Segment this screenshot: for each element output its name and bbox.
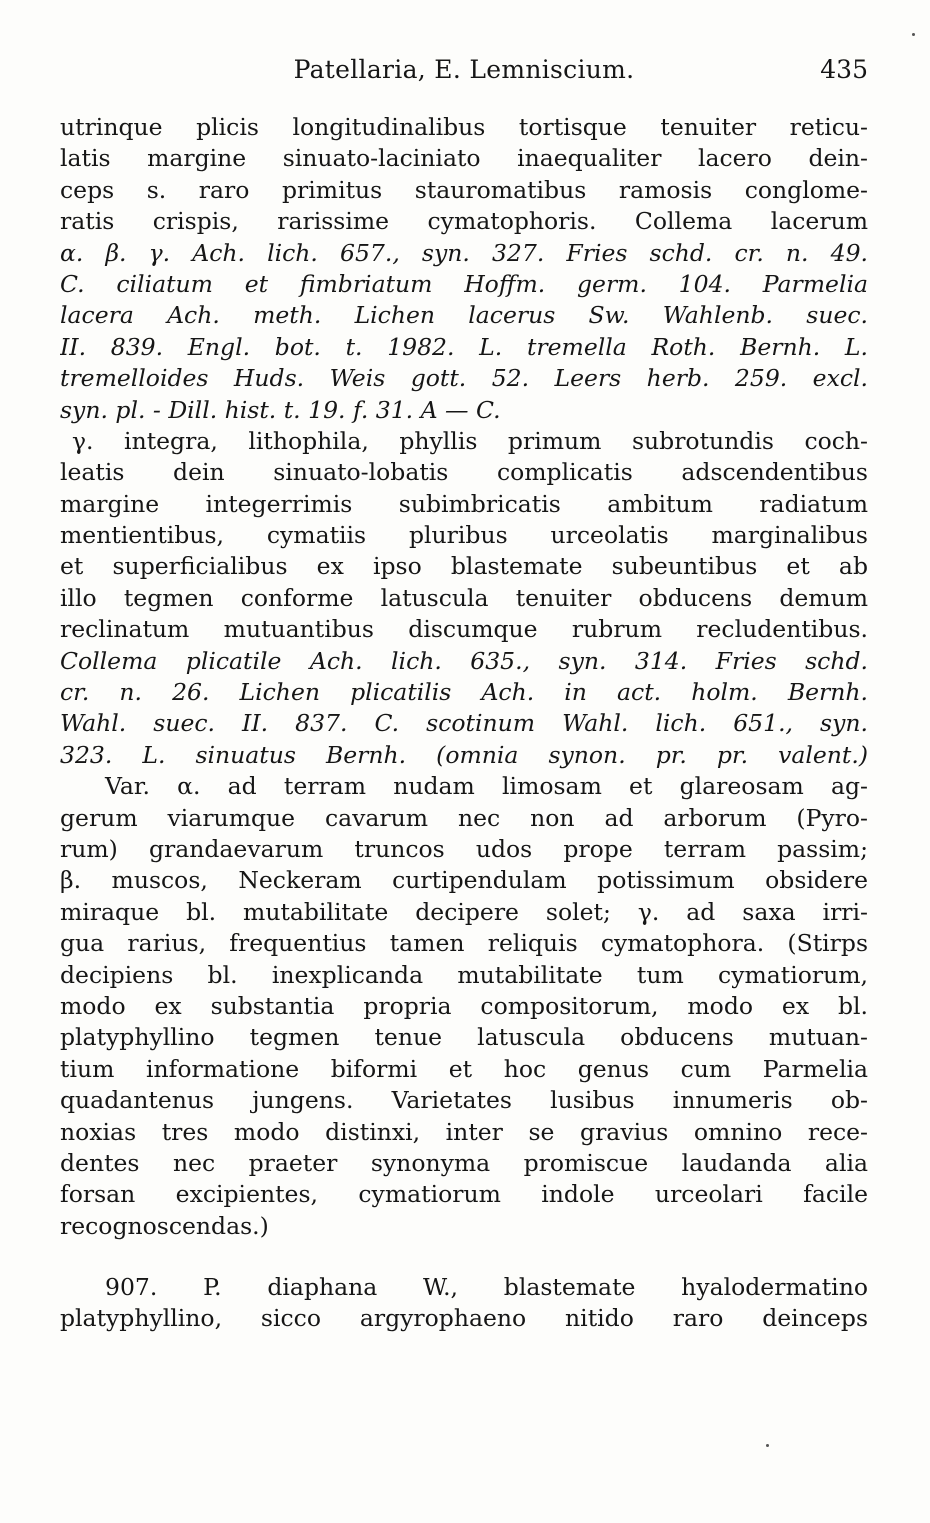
text-line: margine integerrimis subimbricatis ambitum radiatum	[60, 489, 868, 518]
text-line: platyphyllino tegmen tenue latuscula obducens mutuan-	[60, 1023, 868, 1052]
text-line: ceps s. raro primitus stauromatibus ramosis conglome-	[60, 175, 868, 204]
text-line: forsan excipientes, cymatiorum indole urceolari facile	[60, 1180, 868, 1209]
text-line: gerum viarumque cavarum nec non ad arborum (Pyro-	[60, 803, 868, 832]
text-line: reclinatum mutuantibus discumque rubrum recludentibus.	[60, 615, 868, 644]
text-line: gua rarius, frequentius tamen reliquis cymatophora. (Stirps	[60, 929, 868, 958]
text-line: cr. n. 26. Lichen plicatilis Ach. in act. holm. Bernh.	[60, 678, 868, 707]
paragraph-integra-variety	[60, 426, 868, 771]
text-line: decipiens bl. inexplicanda mutabilitate tum cymatiorum,	[60, 960, 868, 989]
text-line: rum) grandaevarum truncos udos prope terram passim;	[60, 834, 868, 863]
text-line: tium informatione biformi et hoc genus cum Parmelia	[60, 1054, 868, 1083]
text-line: miraque bl. mutabilitate decipere solet; γ. ad saxa irri-	[60, 897, 868, 926]
text-line: ratis crispis, rarissime cymatophoris. Collema lacerum	[60, 207, 868, 236]
text-line: modo ex substantia propria compositorum, modo ex bl.	[60, 991, 868, 1020]
running-title: Patellaria, E. Lemniscium.	[293, 55, 635, 84]
text-line: tremelloides Huds. Weis gott. 52. Leers herb. 259. excl.	[60, 364, 868, 393]
text-line: syn. pl. - Dill. hist. t. 19. f. 31. A — C.	[60, 395, 501, 424]
text-line: utrinque plicis longitudinalibus tortisque tenuiter reticu-	[60, 113, 868, 141]
page-number: 435	[820, 55, 868, 84]
text-line: quadantenus jungens. Varietates lusibus innumeris ob-	[60, 1086, 868, 1115]
text-line: α. β. γ. Ach. lich. 657., syn. 327. Fries schd. cr. n. 49.	[60, 238, 868, 267]
text-line: II. 839. Engl. bot. t. 1982. L. tremella Roth. Bernh. L.	[60, 332, 868, 361]
paragraph-varieties	[60, 771, 868, 1242]
paper-speck	[766, 1444, 769, 1447]
text-line: Wahl. suec. II. 837. C. scotinum Wahl. lich. 651., syn.	[60, 709, 868, 738]
text-line: leatis dein sinuato-lobatis complicatis adscendentibus	[60, 458, 868, 487]
text-line: recognoscendas.)	[60, 1211, 269, 1240]
text-line: latis margine sinuato-laciniato inaequaliter lacero dein-	[60, 144, 868, 173]
paragraph-lacerum-description	[60, 112, 868, 426]
text-line: platyphyllino, sicco argyrophaeno nitido raro deinceps	[60, 1304, 868, 1333]
paragraph-diaphana-entry	[60, 1272, 868, 1335]
text-line: Var. α. ad terram nudam limosam et glareosam ag-	[105, 772, 868, 801]
text-line: Collema plicatile Ach. lich. 635., syn. 314. Fries schd.	[60, 646, 868, 675]
text-line: C. ciliatum et fimbriatum Hoffm. germ. 104. Parmelia	[60, 269, 868, 298]
text-line: lacera Ach. meth. Lichen lacerus Sw. Wahlenb. suec.	[60, 301, 868, 330]
text-line: 907. P. diaphana W., blastemate hyalodermatino	[105, 1273, 868, 1302]
paper-speck	[912, 33, 915, 36]
text-line: β. muscos, Neckeram curtipendulam potissimum obsidere	[60, 866, 868, 895]
text-line: γ. integra, lithophila, phyllis primum subrotundis coch-	[72, 426, 868, 455]
page-body	[60, 112, 868, 1335]
text-line: mentientibus, cymatiis pluribus urceolatis marginalibus	[60, 521, 868, 550]
text-line: dentes nec praeter synonyma promiscue laudanda alia	[60, 1148, 868, 1177]
page-header	[60, 50, 868, 90]
text-line: illo tegmen conforme latuscula tenuiter obducens demum	[60, 583, 868, 612]
text-line: noxias tres modo distinxi, inter se gravius omnino rece-	[60, 1117, 868, 1146]
text-line: et superficialibus ex ipso blastemate subeuntibus et ab	[60, 552, 868, 581]
text-line: 323. L. sinuatus Bernh. (omnia synon. pr. pr. valent.)	[60, 740, 868, 769]
section-gap	[60, 1242, 868, 1272]
